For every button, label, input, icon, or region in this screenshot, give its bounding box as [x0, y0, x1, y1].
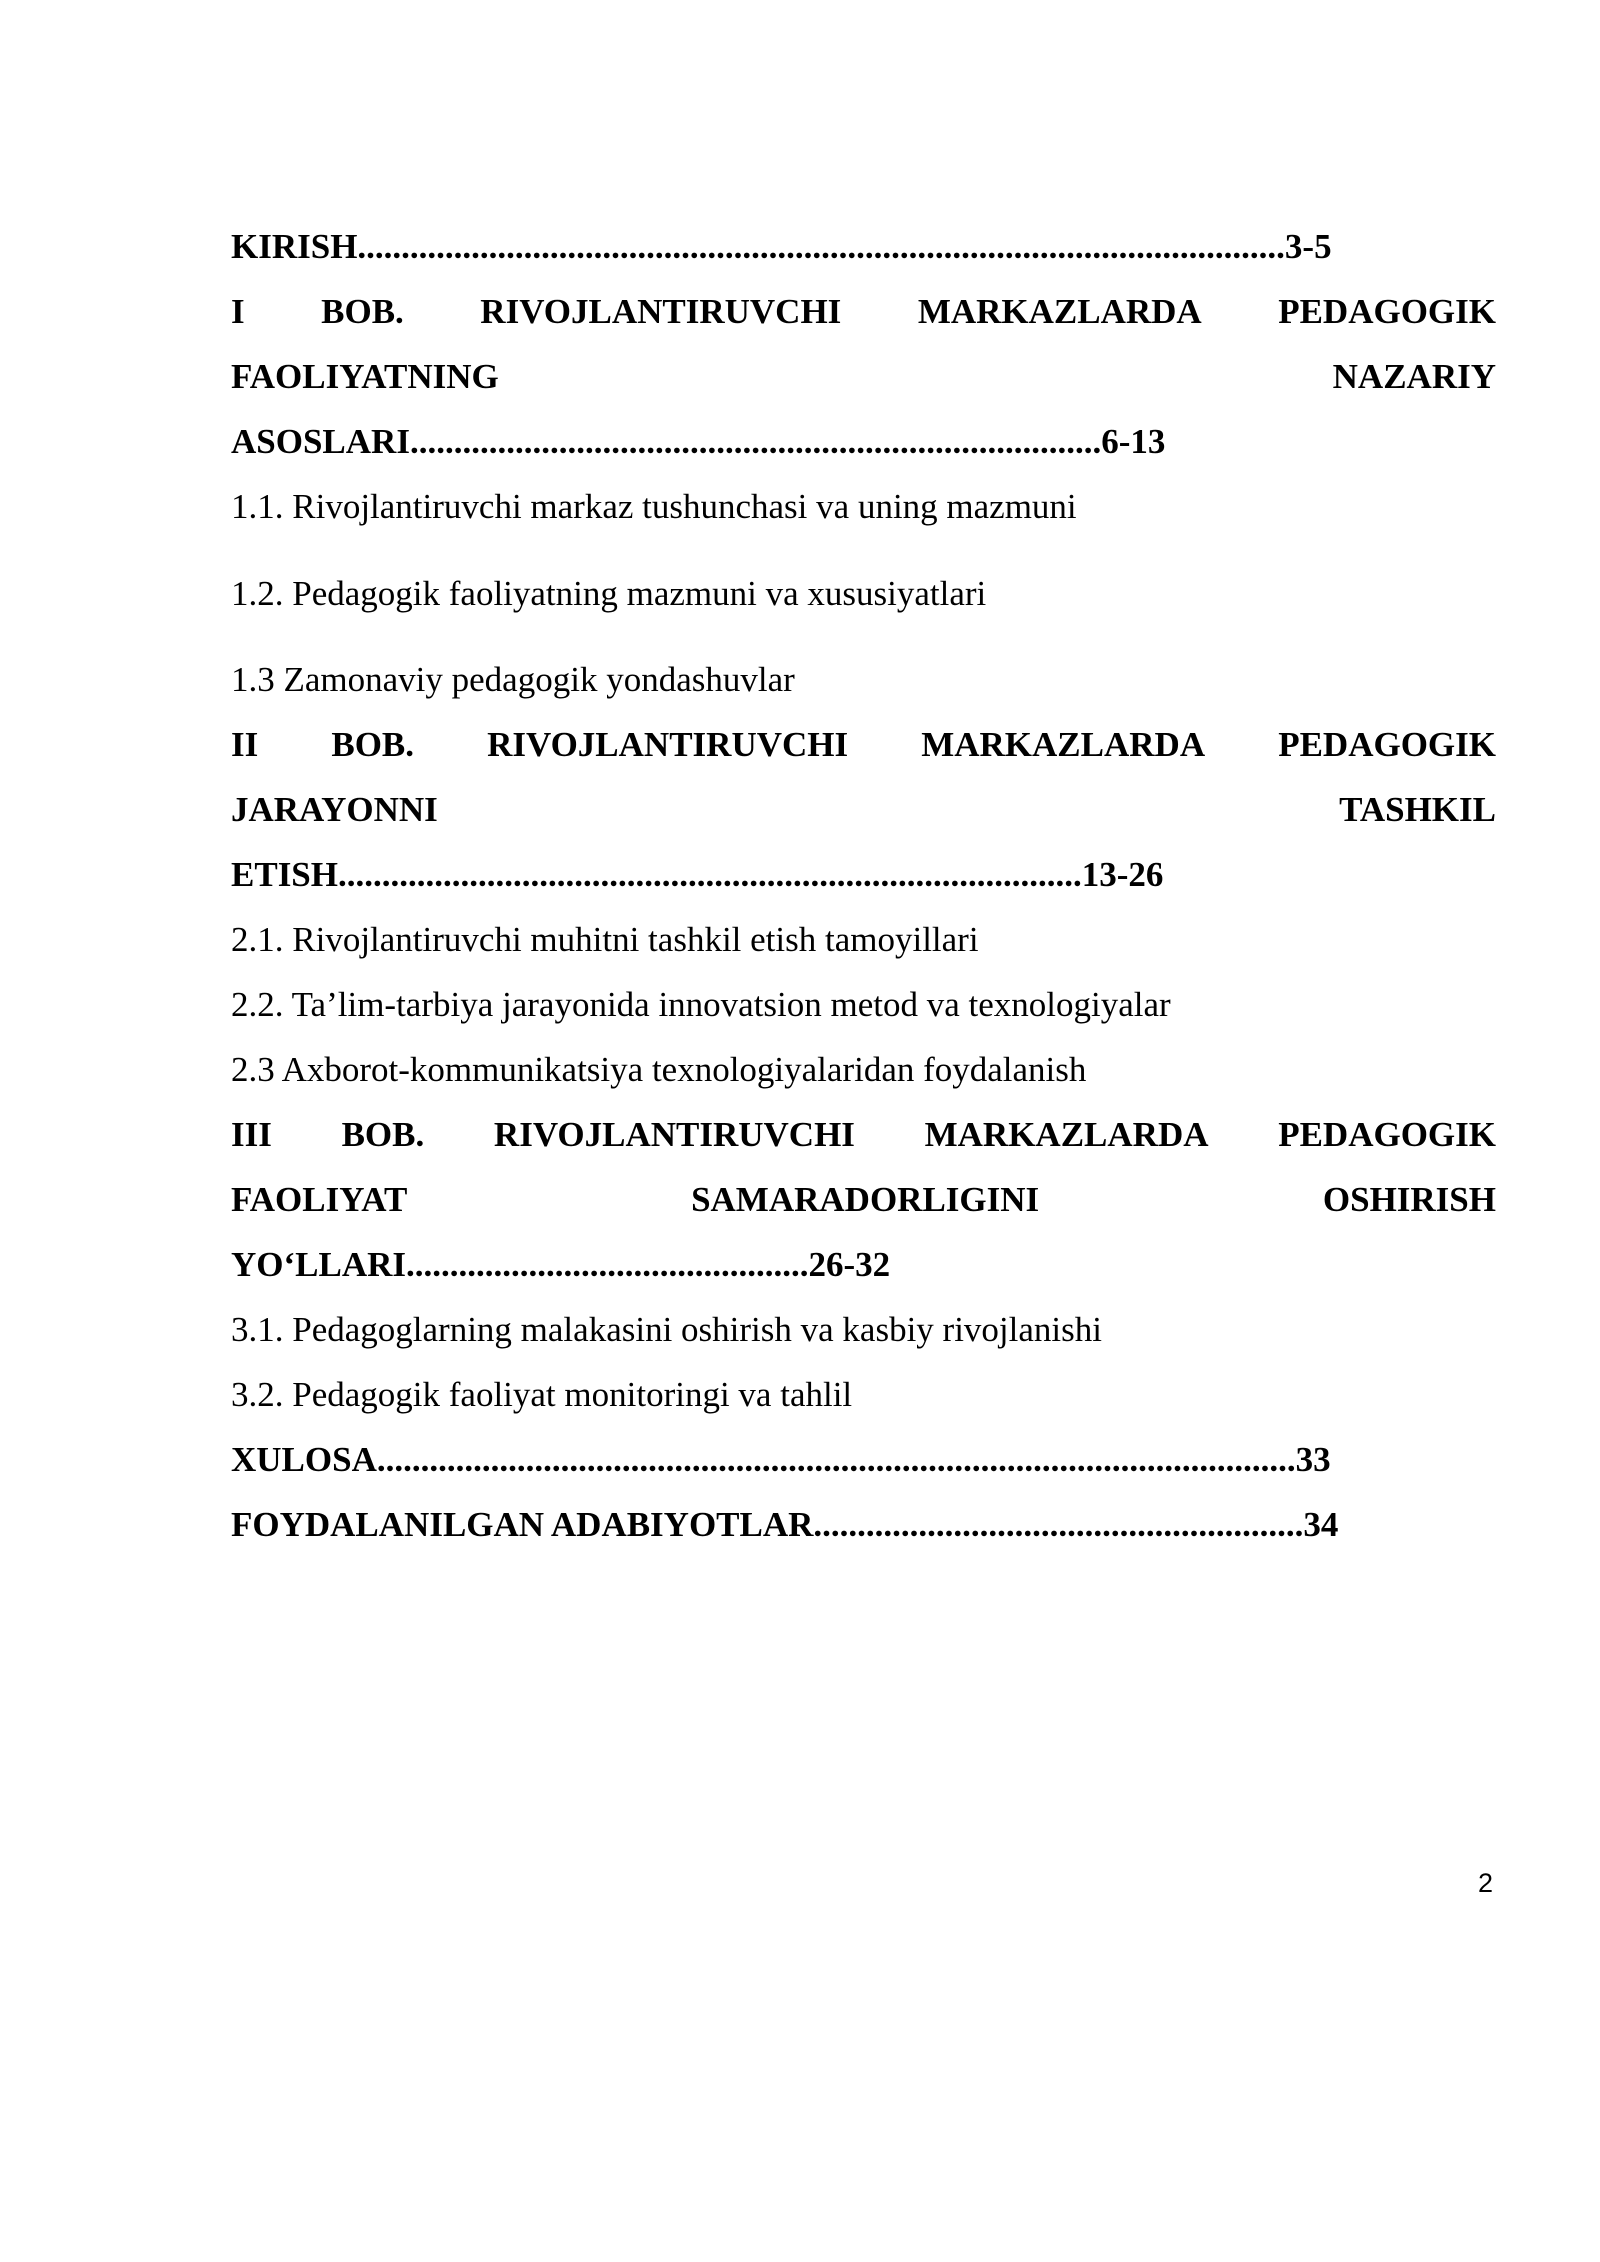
toc-chapter-2-title-line-2	[231, 788, 1496, 832]
word: MARKAZLARDA	[917, 292, 1202, 331]
toc-section-2-3: 2.3 Axborot-kommunikatsiya texnologiyalaridan foydalanish	[231, 1050, 1087, 1089]
toc-section-1-1: 1.1. Rivojlantiruvchi markaz tushunchasi va uning mazmuni	[231, 487, 1077, 526]
word: OSHIRISH	[1322, 1180, 1496, 1219]
word: II	[231, 725, 259, 764]
word: RIVOJLANTIRUVCHI	[493, 1115, 855, 1154]
word: TASHKIL	[1339, 790, 1496, 829]
word: RIVOJLANTIRUVCHI	[480, 292, 842, 331]
word: III	[231, 1115, 272, 1154]
toc-chapter-1-title-line-3: ASOSLARI...............................................................................6-13	[231, 422, 1166, 461]
toc-entry-adabiyotlar: FOYDALANILGAN ADABIYOTLAR........................................................34	[231, 1505, 1339, 1544]
word: FAOLIYAT	[231, 1180, 408, 1219]
toc-section-2-1: 2.1. Rivojlantiruvchi muhitni tashkil etish tamoyillari	[231, 920, 979, 959]
word: BOB.	[331, 725, 415, 764]
toc-section-2-2: 2.2. Ta’lim-tarbiya jarayonida innovatsion metod va texnologiyalar	[231, 985, 1171, 1024]
toc-chapter-3-title-line-3: YO‘LLARI..............................................26-32	[231, 1245, 891, 1284]
toc-section-1-3: 1.3 Zamonaviy pedagogik yondashuvlar	[231, 660, 795, 699]
toc-chapter-2-title-line-1	[231, 723, 1496, 767]
word: BOB.	[341, 1115, 425, 1154]
toc-chapter-3-title-line-1	[231, 1113, 1496, 1157]
word: JARAYONNI	[231, 790, 438, 829]
toc-entry-xulosa: XULOSA.........................................................................................................33	[231, 1440, 1331, 1479]
word: PEDAGOGIK	[1278, 292, 1496, 331]
word: RIVOJLANTIRUVCHI	[487, 725, 849, 764]
page-number: 2	[1478, 1868, 1494, 1898]
toc-section-1-2: 1.2. Pedagogik faoliyatning mazmuni va xususiyatlari	[231, 574, 987, 613]
word: NAZARIY	[1332, 357, 1496, 396]
word: PEDAGOGIK	[1278, 725, 1496, 764]
word: MARKAZLARDA	[921, 725, 1206, 764]
word: MARKAZLARDA	[924, 1115, 1209, 1154]
toc-chapter-3-title-line-2	[231, 1178, 1496, 1222]
word: I	[231, 292, 245, 331]
toc-chapter-1-title-line-2	[231, 355, 1496, 399]
toc-chapter-2-title-line-3: ETISH.....................................................................................13-26	[231, 855, 1164, 894]
word: FAOLIYATNING	[231, 357, 499, 396]
toc-section-3-1: 3.1. Pedagoglarning malakasini oshirish va kasbiy rivojlanishi	[231, 1310, 1102, 1349]
word: SAMARADORLIGINI	[691, 1180, 1040, 1219]
toc-entry-kirish: KIRISH..........................................................................................................3-5	[231, 227, 1332, 266]
word: PEDAGOGIK	[1278, 1115, 1496, 1154]
toc-chapter-1-title-line-1	[231, 290, 1496, 334]
toc-section-3-2: 3.2. Pedagogik faoliyat monitoringi va tahlil	[231, 1375, 853, 1414]
word: BOB.	[321, 292, 404, 331]
